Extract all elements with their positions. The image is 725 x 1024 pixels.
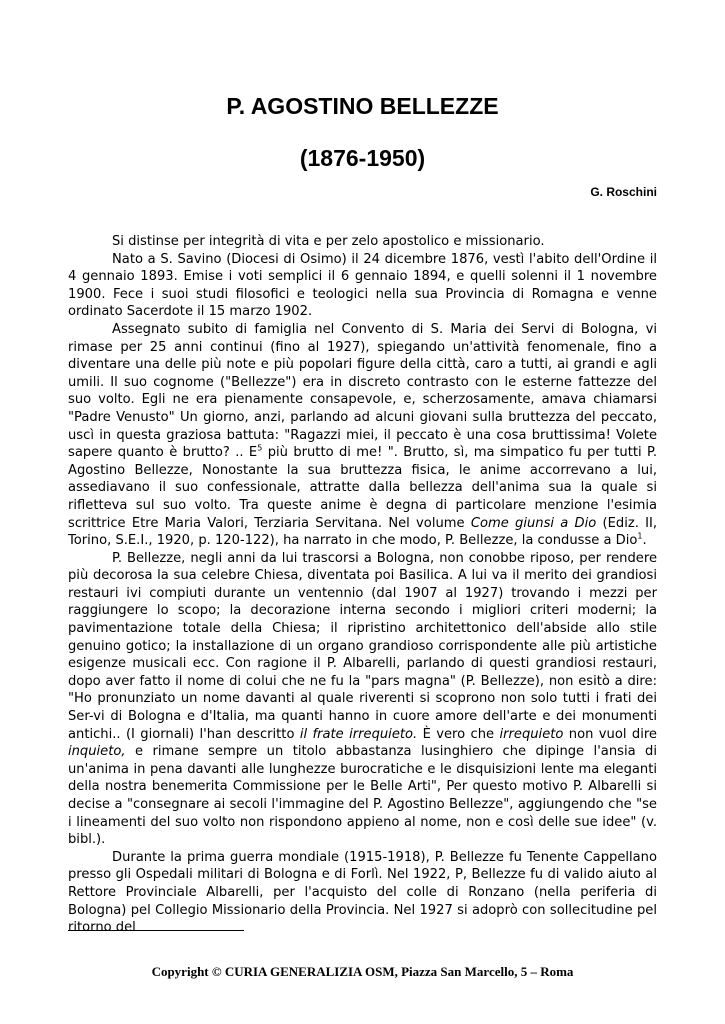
book-title: Come giunsi a Dio — [470, 515, 597, 531]
paragraph-5: Durante la prima guerra mondiale (1915-1918), P. Bellezze fu Tenente Cappellano presso gli Ospedali militari di Bologna e di Forlì. Nel 1922, P, Bellezze fu di valido aiuto al Rettore Provinciale Albarelli, per l'acquisto del colle di Ronzano (nella periferia di Bologna) pel Collegio Missionario della Provincia. Nel 1927 si adoprò con sollecitudine pel ritorno del — [68, 849, 657, 936]
paragraph-2: Nato a S. Savino (Diocesi di Osimo) il 24 dicembre 1876, vestì l'abito dell'Ordine il 4 gennaio 1893. Emise i voti semplici il 6 gennaio 1894, e quelli solenni il 1 novembre 1900. Fece i suoi studi filosofici e teologici nella sua Provincia di Romagna e venne ordinato Sacerdote il 15 marzo 1902. — [68, 251, 657, 320]
paragraph-3-text-b: più brutto di me! ". Brutto, sì, ma simpatico fu per tutti P. Agostino Bellezze, Nonostante la sua bruttezza fisica, le anime accorrevano a lui, assediavano il suo confessionale, attratte dalla bellezza dell'anima sua la quale si rifletteva sul suo volto. Tra queste anime è degna di particolare menzione l'esimia scrittrice Etre Maria Valori, Terziaria Servitana. Nel volume — [68, 445, 657, 531]
copyright-footer: Copyright © CURIA GENERALIZIA OSM, Piazza San Marcello, 5 – Roma — [151, 964, 574, 979]
page-subtitle-dates: (1876-1950) — [299, 145, 426, 171]
italic-phrase-2: irrequieto — [499, 726, 564, 742]
author-name: G. Roschini — [590, 185, 657, 199]
footnote-ref-5: 5 — [257, 443, 263, 453]
paragraph-1: Si distinse per integrità di vita e per zelo apostolico e missionario. — [112, 234, 545, 249]
paragraph-4-text-c: non vuol dire — [563, 726, 657, 742]
paragraph-4-text-b: È vero che — [417, 726, 500, 742]
page-title: P. AGOSTINO BELLEZZE — [226, 93, 499, 119]
paragraph-4 — [68, 550, 657, 849]
paragraph-3-text-c: (Ediz. II, Torino, S.E.I., 1920, p. 120-122), ha narrato in che modo, P. Bellezze, la condusse a Dio — [68, 515, 657, 549]
footnote-separator — [68, 930, 244, 931]
paragraph-3 — [68, 321, 657, 550]
italic-phrase-3: inquieto, — [68, 744, 126, 760]
footnote-ref-1: 1 — [637, 531, 643, 541]
paragraph-3-text-d: . — [642, 533, 647, 549]
italic-phrase-1: il frate irrequieto. — [299, 726, 418, 742]
paragraph-4-text-d: e rimane sempre un titolo abbastanza lusinghiero che dipinge l'ansia di un'anima in pena davanti alle lunghezze burocratiche e le disquisizioni lente ma eleganti della nostra benemerita Commissione per le Belle Arti", Per questo motivo P. Albarelli si decise a "consegnare ai secoli l'immagine del P. Agostino Bellezze", aggiungendo che "se i lineamenti del suo volto non rispondono appieno al nome, non e così delle sue idee" (v. bibl.). — [68, 744, 657, 848]
paragraph-4-text-a: P. Bellezze, negli anni da lui trascorsi a Bologna, non conobbe riposo, per rendere più decorosa la sua celebre Chiesa, diventata poi Basilica. A lui va il merito dei grandiosi restauri ivi compiuti durante un ventennio (dal 1907 al 1927) trovando i mezzi per raggiungere lo scopo; la decorazione interna secondo i migliori criteri moderni; la pavimentazione totale della Chiesa; il ripristino architettonico dell'abside allo stile genuino gotico; la installazione di un organo grandioso corrispondente alle più artistiche esigenze musicali ecc. Con ragione il P. Albarelli, parlando di questi grandiosi restauri, dopo aver fatto il nome di colui che ne fu la "pars magna" (P. Bellezze), non esitò a dire: "Ho pronunziato un nome davanti al quale riverenti si scoprono non solo tutti i frati dei Ser-vi di Bologna e d'Italia, ma quanti hanno in cuore amore dell'arte e dei monumenti antichi.. (I giornali) l'han descritto — [68, 550, 657, 742]
article-body — [68, 233, 657, 937]
paragraph-3-text-a: Assegnato subito di famiglia nel Convento di S. Maria dei Servi di Bologna, vi rimase per 25 anni continui (fino al 1927), spiegando un'attività fenomenale, fino a diventare una delle più note e più popolari figure della città, caro a tutti, ai grandi e agli umili. Il suo cognome ("Bellezze") era in discreto contrasto con le esterne fattezze del suo volto. Egli ne era pienamente consapevole, e, scherzosamente, amava chiamarsi "Padre Venusto" Un giorno, anzi, parlando ad alcuni giovani sulla bruttezza del peccato, uscì in questa graziosa battuta: "Ragazzi miei, il peccato è una cosa bruttissima! Volete sapere quanto è brutto? .. E — [68, 321, 657, 461]
